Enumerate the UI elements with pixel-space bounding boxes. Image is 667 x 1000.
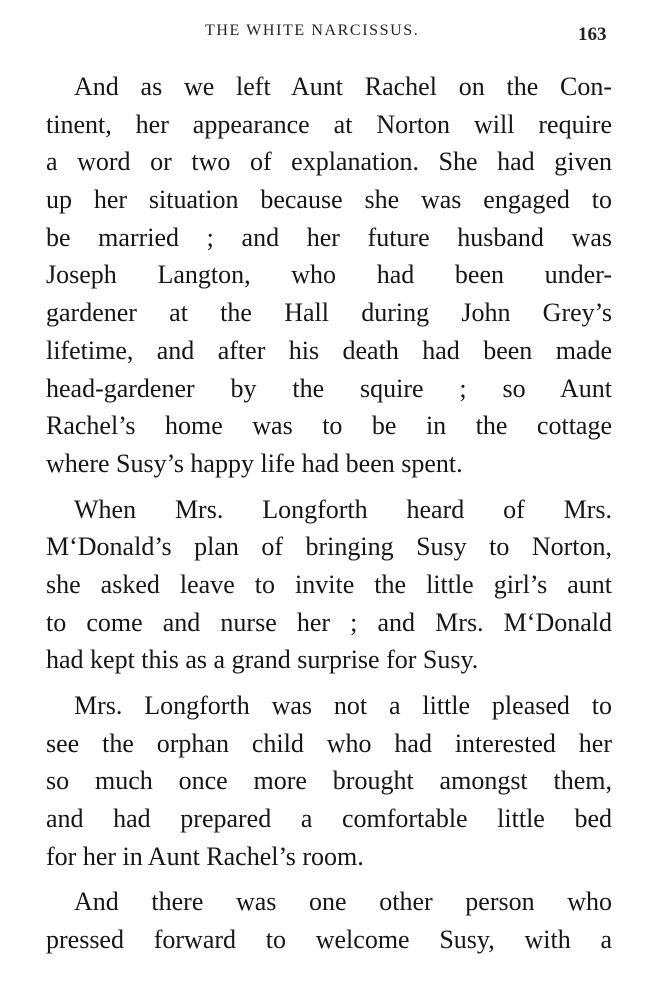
text-line: pressed forward to welcome Susy, with a [46,925,612,955]
text-line: up her situation because she was engaged to [46,185,612,215]
text-line: she asked leave to invite the little girl’s aunt [46,569,612,599]
text-line: for her in Aunt Rachel’s room. [46,841,364,871]
paragraph-gap [46,875,612,883]
text-line: Mrs. Longforth was not a little pleased to [74,691,612,720]
text-line: gardener at the Hall during John Grey’s [46,298,612,328]
text-line: and had prepared a comfortable little bed [46,804,612,834]
text-line: And there was one other person who [74,887,612,917]
body-text [46,68,612,959]
paragraph [46,68,612,483]
text-line: where Susy’s happy life had been spent. [46,448,463,478]
running-title: THE WHITE NARCISSUS. [205,22,420,39]
running-head [0,22,667,46]
text-line: see the orphan child who had interested her [46,728,612,758]
paragraph [46,491,612,679]
paragraph-gap [46,679,612,687]
text-line: And as we left Aunt Rachel on the Con- [74,72,612,101]
text-line: M‘Donald’s plan of bringing Susy to Norton, [46,532,612,562]
text-line: to come and nurse her ; and Mrs. M‘Donald [46,607,612,637]
paragraph [46,687,612,875]
paragraph-gap [46,483,612,491]
page-number: 163 [578,24,607,45]
text-line: had kept this as a grand surprise for Susy. [46,645,479,675]
text-line: head-gardener by the squire ; so Aunt [46,373,612,403]
text-line: lifetime, and after his death had been made [46,335,612,365]
text-line: Joseph Langton, who had been under- [46,260,612,290]
text-line: When Mrs. Longforth heard of Mrs. [74,494,612,524]
text-line: so much once more brought amongst them, [46,766,612,796]
paragraph [46,883,612,958]
text-line: a word or two of explanation. She had given [46,147,612,177]
text-line: tinent, her appearance at Norton will require [46,109,612,139]
text-line: be married ; and her future husband was [46,222,612,252]
text-line: Rachel’s home was to be in the cottage [46,411,612,441]
